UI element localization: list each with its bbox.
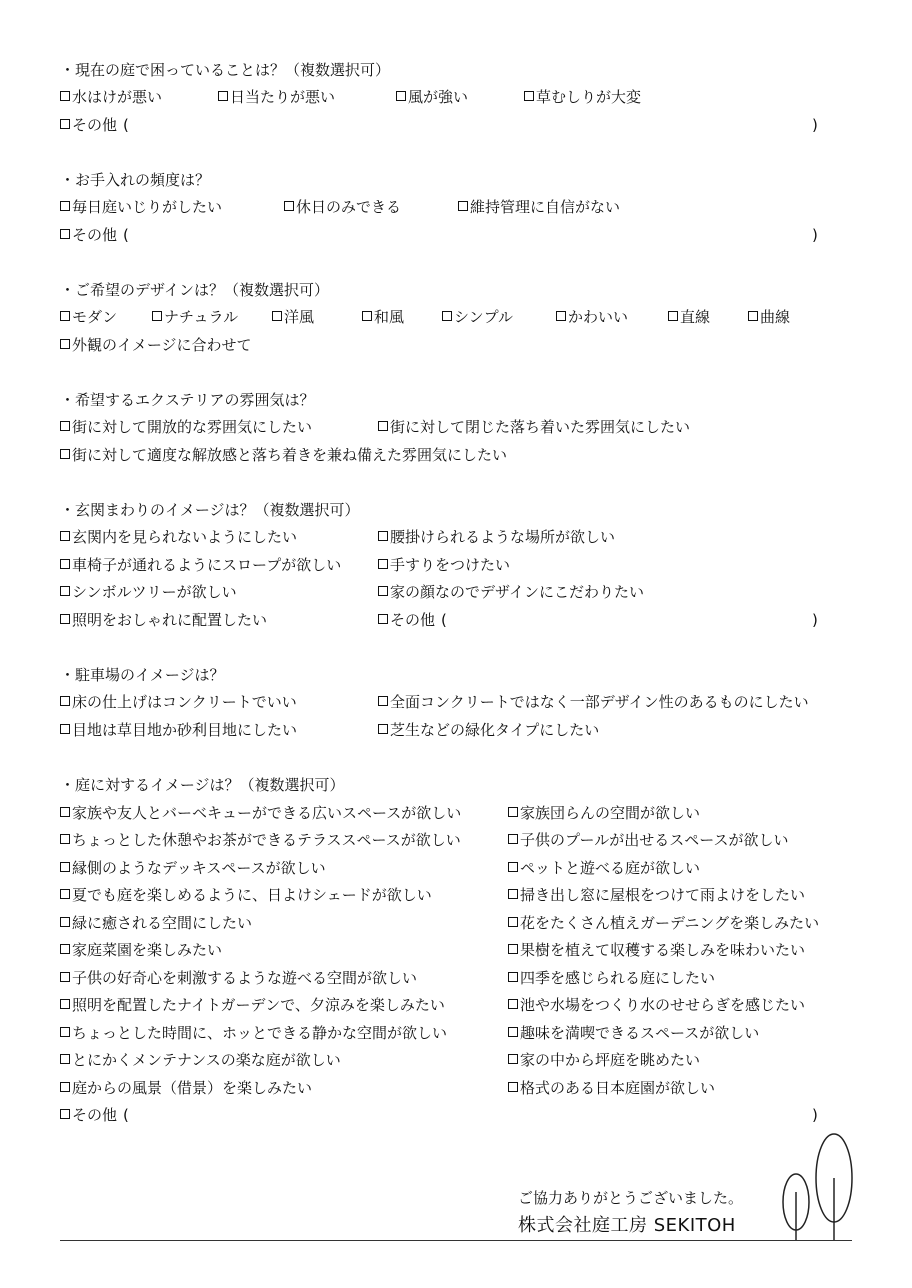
checkbox-option[interactable]: 子供の好奇心を刺激するような遊べる空間が欲しい <box>60 967 417 989</box>
checkbox-option[interactable]: ナチュラル <box>152 306 238 328</box>
checkbox-icon[interactable] <box>508 999 518 1009</box>
checkbox-icon[interactable] <box>378 724 388 734</box>
checkbox-icon[interactable] <box>60 586 70 596</box>
checkbox-option[interactable]: 街に対して開放的な雰囲気にしたい <box>60 416 312 438</box>
checkbox-icon[interactable] <box>60 449 70 459</box>
checkbox-icon[interactable] <box>60 531 70 541</box>
checkbox-option[interactable]: 直線 <box>668 306 710 328</box>
checkbox-option[interactable]: 手すりをつけたい <box>378 554 510 576</box>
checkbox-option[interactable]: 池や水場をつくり水のせせらぎを感じたい <box>508 994 805 1016</box>
checkbox-icon[interactable] <box>378 586 388 596</box>
checkbox-icon[interactable] <box>396 91 406 101</box>
checkbox-icon[interactable] <box>60 201 70 211</box>
close-paren: ) <box>812 116 818 134</box>
checkbox-option[interactable]: 和風 <box>362 306 404 328</box>
checkbox-icon[interactable] <box>748 311 758 321</box>
checkbox-icon[interactable] <box>60 421 70 431</box>
checkbox-option[interactable]: 家族団らんの空間が欲しい <box>508 802 700 824</box>
checkbox-icon[interactable] <box>60 696 70 706</box>
checkbox-option[interactable]: 風が強い <box>396 86 468 108</box>
checkbox-option[interactable]: 緑に癒される空間にしたい <box>60 912 252 934</box>
checkbox-option[interactable]: 玄関内を見られないようにしたい <box>60 526 297 548</box>
checkbox-icon[interactable] <box>284 201 294 211</box>
checkbox-icon[interactable] <box>60 311 70 321</box>
checkbox-icon[interactable] <box>378 531 388 541</box>
checkbox-icon[interactable] <box>668 311 678 321</box>
checkbox-option[interactable]: ペットと遊べる庭が欲しい <box>508 857 700 879</box>
checkbox-option[interactable]: 花をたくさん植えガーデニングを楽しみたい <box>508 912 819 934</box>
checkbox-icon[interactable] <box>60 1054 70 1064</box>
checkbox-icon[interactable] <box>60 1027 70 1037</box>
checkbox-option[interactable]: 草むしりが大変 <box>524 86 641 108</box>
checkbox-icon[interactable] <box>60 1109 70 1119</box>
checkbox-option[interactable]: 家の顔なのでデザインにこだわりたい <box>378 581 644 603</box>
checkbox-icon[interactable] <box>378 614 388 624</box>
checkbox-icon[interactable] <box>556 311 566 321</box>
checkbox-icon[interactable] <box>60 339 70 349</box>
checkbox-icon[interactable] <box>508 1027 518 1037</box>
checkbox-option[interactable]: モダン <box>60 306 117 328</box>
checkbox-option[interactable]: 車椅子が通れるようにスロープが欲しい <box>60 554 341 576</box>
checkbox-icon[interactable] <box>508 917 518 927</box>
checkbox-option[interactable]: 果樹を植えて収穫する楽しみを味わいたい <box>508 939 805 961</box>
checkbox-icon[interactable] <box>152 311 162 321</box>
checkbox-option[interactable]: 洋風 <box>272 306 314 328</box>
checkbox-option[interactable]: ちょっとした休憩やお茶ができるテラススペースが欲しい <box>60 829 461 851</box>
checkbox-icon[interactable] <box>508 944 518 954</box>
checkbox-icon[interactable] <box>508 1082 518 1092</box>
checkbox-option[interactable]: 家の中から坪庭を眺めたい <box>508 1049 700 1071</box>
checkbox-icon[interactable] <box>60 1082 70 1092</box>
checkbox-icon[interactable] <box>60 559 70 569</box>
question-current-problems: ・現在の庭で困っていることは？（複数選択可） <box>60 61 391 79</box>
close-paren: ) <box>812 611 818 629</box>
checkbox-icon[interactable] <box>508 1054 518 1064</box>
checkbox-option[interactable]: とにかくメンテナンスの楽な庭が欲しい <box>60 1049 341 1071</box>
checkbox-option-other[interactable]: その他 ( <box>60 224 129 246</box>
checkbox-option[interactable]: 水はけが悪い <box>60 86 162 108</box>
checkbox-option[interactable]: 趣味を満喫できるスペースが欲しい <box>508 1022 759 1044</box>
checkbox-icon[interactable] <box>442 311 452 321</box>
checkbox-icon[interactable] <box>378 421 388 431</box>
checkbox-option[interactable]: 芝生などの緑化タイプにしたい <box>378 719 599 741</box>
checkbox-option[interactable]: 照明を配置したナイトガーデンで、夕涼みを楽しみたい <box>60 994 445 1016</box>
checkbox-option[interactable]: 維持管理に自信がない <box>458 196 620 218</box>
checkbox-icon[interactable] <box>218 91 228 101</box>
checkbox-option[interactable]: かわいい <box>556 306 628 328</box>
checkbox-option[interactable]: 日当たりが悪い <box>218 86 335 108</box>
checkbox-icon[interactable] <box>60 862 70 872</box>
checkbox-option[interactable]: シンボルツリーが欲しい <box>60 581 237 603</box>
checkbox-icon[interactable] <box>60 917 70 927</box>
checkbox-option-other[interactable]: その他 ( <box>378 609 447 631</box>
checkbox-option[interactable]: 子供のプールが出せるスペースが欲しい <box>508 829 789 851</box>
question-design: ・ご希望のデザインは？（複数選択可） <box>60 281 329 299</box>
checkbox-option[interactable]: 街に対して適度な解放感と落ち着きを兼ね備えた雰囲気にしたい <box>60 444 507 466</box>
checkbox-icon[interactable] <box>508 834 518 844</box>
checkbox-icon[interactable] <box>60 944 70 954</box>
company-name: 株式会社庭工房 SEKITOH <box>518 1215 736 1236</box>
close-paren: ) <box>812 226 818 244</box>
checkbox-icon[interactable] <box>60 119 70 129</box>
checkbox-option[interactable]: 庭からの風景（借景）を楽しみたい <box>60 1077 312 1099</box>
checkbox-option[interactable]: 格式のある日本庭園が欲しい <box>508 1077 715 1099</box>
checkbox-icon[interactable] <box>60 229 70 239</box>
checkbox-icon[interactable] <box>60 999 70 1009</box>
question-garden-image: ・庭に対するイメージは？（複数選択可） <box>60 776 345 794</box>
checkbox-icon[interactable] <box>60 834 70 844</box>
close-paren: ) <box>812 1106 818 1124</box>
checkbox-option[interactable]: 腰掛けられるような場所が欲しい <box>378 526 615 548</box>
checkbox-option[interactable]: 毎日庭いじりがしたい <box>60 196 222 218</box>
checkbox-option[interactable]: 曲線 <box>748 306 790 328</box>
tree-logo-icon <box>776 1130 858 1242</box>
checkbox-icon[interactable] <box>60 91 70 101</box>
checkbox-icon[interactable] <box>378 696 388 706</box>
checkbox-option[interactable]: 夏でも庭を楽しめるように、日よけシェードが欲しい <box>60 884 432 906</box>
checkbox-icon[interactable] <box>524 91 534 101</box>
checkbox-icon[interactable] <box>508 807 518 817</box>
checkbox-icon[interactable] <box>508 889 518 899</box>
question-exterior-atmosphere: ・希望するエクステリアの雰囲気は？ <box>60 391 315 409</box>
checkbox-option[interactable]: 休日のみできる <box>284 196 401 218</box>
question-maintenance-frequency: ・お手入れの頻度は？ <box>60 171 211 189</box>
checkbox-option[interactable]: 全面コンクリートではなく一部デザイン性のあるものにしたい <box>378 691 809 713</box>
checkbox-option[interactable]: 照明をおしゃれに配置したい <box>60 609 267 631</box>
footer-rule <box>60 1240 852 1241</box>
checkbox-option[interactable]: 街に対して閉じた落ち着いた雰囲気にしたい <box>378 416 690 438</box>
checkbox-option[interactable]: 家族や友人とバーベキューができる広いスペースが欲しい <box>60 802 461 824</box>
checkbox-icon[interactable] <box>60 724 70 734</box>
question-entrance: ・玄関まわりのイメージは？（複数選択可） <box>60 501 360 519</box>
checkbox-option[interactable]: 縁側のようなデッキスペースが欲しい <box>60 857 326 879</box>
checkbox-icon[interactable] <box>60 889 70 899</box>
checkbox-option[interactable]: 家庭菜園を楽しみたい <box>60 939 222 961</box>
checkbox-icon[interactable] <box>60 807 70 817</box>
checkbox-option[interactable]: シンプル <box>442 306 513 328</box>
checkbox-icon[interactable] <box>272 311 282 321</box>
checkbox-icon[interactable] <box>508 862 518 872</box>
checkbox-icon[interactable] <box>378 559 388 569</box>
checkbox-option-other[interactable]: その他 ( <box>60 114 129 136</box>
checkbox-option[interactable]: ちょっとした時間に、ホッとできる静かな空間が欲しい <box>60 1022 447 1044</box>
checkbox-option-other[interactable]: その他 ( <box>60 1104 129 1126</box>
thanks-message: ご協力ありがとうございました。 <box>518 1189 744 1207</box>
checkbox-icon[interactable] <box>60 614 70 624</box>
checkbox-icon[interactable] <box>458 201 468 211</box>
checkbox-icon[interactable] <box>60 972 70 982</box>
checkbox-option[interactable]: 掃き出し窓に屋根をつけて雨よけをしたい <box>508 884 805 906</box>
question-parking: ・駐車場のイメージは？ <box>60 666 225 684</box>
checkbox-option[interactable]: 床の仕上げはコンクリートでいい <box>60 691 297 713</box>
checkbox-option[interactable]: 目地は草目地か砂利目地にしたい <box>60 719 297 741</box>
checkbox-icon[interactable] <box>508 972 518 982</box>
checkbox-option[interactable]: 外観のイメージに合わせて <box>60 334 252 356</box>
checkbox-option[interactable]: 四季を感じられる庭にしたい <box>508 967 715 989</box>
checkbox-icon[interactable] <box>362 311 372 321</box>
